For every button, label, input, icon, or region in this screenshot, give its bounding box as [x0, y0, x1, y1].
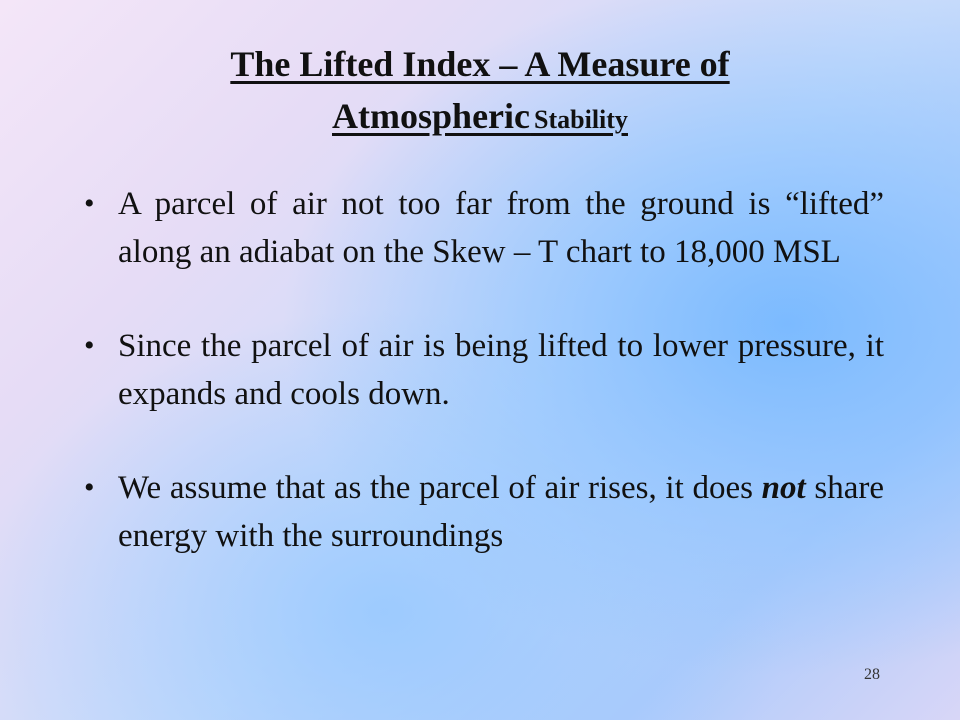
bullet-dot-icon: •	[84, 471, 95, 504]
title-word-stability: Stability	[534, 105, 628, 134]
bullet-dot-icon: •	[84, 187, 95, 220]
title-line-1: The Lifted Index – A Measure of	[230, 44, 730, 84]
bullet-dot-icon: •	[84, 329, 95, 362]
slide-title	[100, 38, 860, 150]
bullet-emphasis: not	[761, 470, 806, 506]
bullet-text-before: We assume that as the parcel of air rises, it does	[118, 470, 762, 506]
bullet-text: Since the parcel of air is being lifted to lower pressure, it expands and cools down.	[118, 328, 884, 412]
page-number: 28	[864, 666, 880, 683]
bullet-list	[84, 180, 884, 560]
title-line-2	[100, 90, 860, 150]
bullet-item-lifted-parcel	[84, 180, 884, 276]
bullet-text: A parcel of air not too far from the ground is “lifted” along an adiabat on the Skew – T chart to 18,000 MSL	[118, 186, 884, 270]
bullet-text-after: share energy with the surroundings	[118, 470, 884, 554]
title-word-atmospheric: Atmospheric	[332, 96, 531, 136]
bullet-text	[118, 470, 884, 554]
bullet-item-expands-cools	[84, 322, 884, 418]
bullet-item-no-energy-share	[84, 464, 884, 560]
